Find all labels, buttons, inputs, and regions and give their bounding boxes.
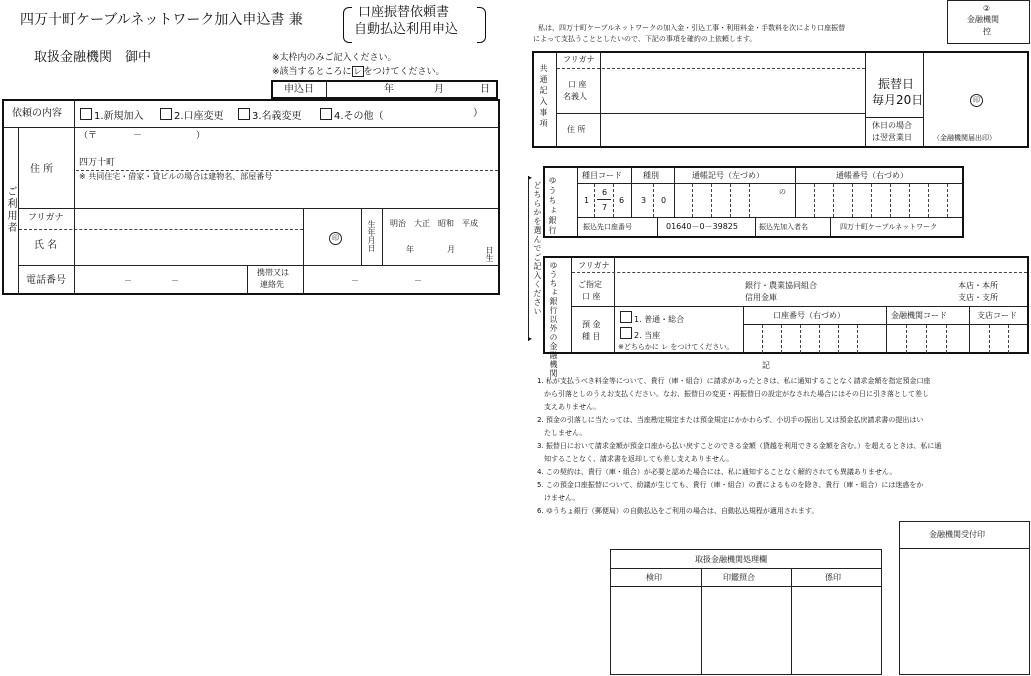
common-side-label: 共通記入事項 bbox=[539, 64, 548, 130]
terms-item-1a: 1. 私が支払うべき料金等について、貴行（庫・組合）に請求があったときは、私に通知することなく請求金額を指定預金口座 bbox=[537, 377, 931, 385]
processing-col-inspect: 検印 bbox=[646, 573, 662, 582]
bank-seal-note: （金融機関届出印） bbox=[933, 134, 996, 142]
name-label: 氏 名 bbox=[34, 240, 58, 251]
arrow-top-icon: ▸ bbox=[528, 173, 533, 182]
payee-name-label: 振込先加入者名 bbox=[759, 223, 808, 231]
phone-label: 電話番号 bbox=[26, 275, 66, 286]
intro-line-2: によって支払うこととしたいので、下記の事項を確約の上依頼します。 bbox=[533, 35, 757, 43]
receipt-title: 金融機関受付印 bbox=[929, 530, 985, 539]
no-mark: の bbox=[779, 188, 786, 196]
deposit-option-current[interactable]: 2. 当座 bbox=[620, 327, 660, 340]
bank-code-label: 金融機関コード bbox=[891, 311, 947, 320]
furigana-label: フリガナ bbox=[28, 213, 64, 223]
bank-types-1: 銀行・農業協同組合 bbox=[745, 281, 817, 290]
bank-seal-icon: 印 bbox=[970, 94, 983, 107]
apply-date-day[interactable]: 日 bbox=[480, 84, 490, 95]
terms-heading: 記 bbox=[762, 361, 770, 370]
birth-month[interactable]: 月 bbox=[447, 245, 455, 254]
address-note: ※ 共同住宅・借家・貸ビルの場合は建物名、部屋番号 bbox=[79, 172, 273, 181]
copy-number: ② bbox=[983, 4, 991, 13]
birth-day[interactable]: 日生 bbox=[485, 246, 494, 262]
birth-eras[interactable]: 明治 大正 昭和 平成 bbox=[390, 219, 478, 228]
checkbox[interactable] bbox=[620, 327, 632, 339]
code-digit-3: 7 bbox=[602, 203, 608, 212]
designated-label-1: ご指定 bbox=[578, 280, 602, 289]
note-check: ※該当するところに レ をつけてください。 bbox=[272, 67, 445, 77]
transfer-day-value: 毎月20日 bbox=[872, 93, 924, 107]
other-furigana-label: フリガナ bbox=[578, 261, 610, 270]
transfer-day-label: 振替日 bbox=[878, 77, 915, 91]
terms-item-2a: 2. 預金の引落しに当たっては、当座勘定規定または預金規定にかかわらず、小切手の振出し又は預金払戻請求書の提出はい bbox=[537, 416, 924, 424]
terms-item-3b: 知することなく、請求書を返却しても差し支えありません。 bbox=[537, 455, 734, 463]
phone-dash-2[interactable]: － bbox=[171, 276, 179, 285]
mobile-label-1: 携帯又は bbox=[257, 268, 289, 277]
address-town[interactable]: 四万十町 bbox=[79, 158, 116, 168]
intro-line-1: 私は、四万十町ケーブルネットワークの加入金・引込工事・利用料金・手数料を次により口座振替 bbox=[538, 24, 846, 32]
account-holder-label-2: 名義人 bbox=[563, 92, 587, 101]
code-digit-4: 6 bbox=[619, 196, 625, 205]
mobile-label-2: 連絡先 bbox=[260, 280, 284, 289]
deposit-label-2: 種 目 bbox=[582, 332, 601, 341]
receipt-stamp-box bbox=[899, 521, 1030, 675]
terms-item-6: 6. ゆうちょ銀行（郵便局）の自動払込をご利用の場合は、自動払込規程が適用されます。 bbox=[537, 507, 819, 515]
book-number-label: 通帳番号（右づめ） bbox=[836, 171, 908, 180]
birth-year[interactable]: 年 bbox=[406, 245, 414, 254]
request-option-account-change[interactable]: 2.口座変更 bbox=[160, 108, 224, 123]
seal-icon: 印 bbox=[329, 232, 342, 245]
terms-item-1c: 支えありません。 bbox=[537, 403, 601, 411]
other-bank-frame bbox=[543, 256, 1029, 354]
checkbox[interactable] bbox=[620, 311, 632, 323]
terms-item-1b: から引落としのうえお支払ください。なお、振替日の変更・再振替日の設定がなされた場合にはその日に引き落として差し bbox=[537, 390, 929, 398]
copy-sub: 控 bbox=[983, 27, 991, 36]
form-title: 四万十町ケーブルネットワーク加入申込書 兼 bbox=[20, 12, 303, 28]
other-bank-side-label: ゆうちょ銀行以外の金融機関 bbox=[549, 261, 558, 378]
code-digit-2: 6 bbox=[602, 188, 608, 197]
user-side-label: ご利用者 bbox=[5, 186, 16, 234]
phone-dash-1[interactable]: － bbox=[124, 276, 132, 285]
arrow-bottom-icon: ▸ bbox=[528, 334, 533, 343]
account-no-label: 口座番号（右づめ） bbox=[773, 311, 845, 320]
branch-types-1: 本店・本所 bbox=[958, 281, 998, 290]
checkbox[interactable] bbox=[160, 108, 172, 120]
common-address-label: 住 所 bbox=[567, 125, 586, 134]
checkbox[interactable] bbox=[238, 108, 250, 120]
terms-item-4: 4. この契約は、貴行（庫・組合）が必要と認めた場合には、私に通知することなく解約されても異議ありません。 bbox=[537, 468, 897, 476]
address-label: 住 所 bbox=[30, 164, 54, 175]
terms-item-2b: たしません。 bbox=[537, 429, 587, 437]
apply-date-year[interactable]: 年 bbox=[384, 84, 394, 95]
mobile-dash-2[interactable]: － bbox=[414, 276, 422, 285]
bank-types-2: 信用金庫 bbox=[745, 293, 777, 302]
request-option-other[interactable]: 4.その他（ bbox=[320, 108, 384, 123]
deposit-label-1: 預 金 bbox=[582, 320, 601, 329]
processing-title: 取扱金融機関処理欄 bbox=[695, 555, 767, 564]
request-option-name-change[interactable]: 3.名義変更 bbox=[238, 108, 302, 123]
common-furigana-label: フリガナ bbox=[563, 55, 595, 64]
payee-account: 01640－0－39825 bbox=[666, 222, 738, 231]
payee-account-label: 振込先口座番号 bbox=[583, 223, 632, 231]
code-digit-6: 0 bbox=[661, 196, 667, 205]
branch-types-2: 支店・支所 bbox=[958, 293, 998, 302]
addressee: 取扱金融機関 御中 bbox=[34, 50, 152, 65]
yucho-side-label: ゆうちょ銀行 bbox=[548, 176, 557, 236]
payee-name: 四万十町ケーブルネットワーク bbox=[840, 223, 938, 231]
processing-col-seal-check: 印鑑照合 bbox=[723, 573, 755, 582]
side-instruction: どちらかを選んでご記入ください bbox=[533, 181, 542, 316]
branch-code-label: 支店コード bbox=[977, 311, 1017, 320]
deposit-option-ordinary[interactable]: 1. 普通・総合 bbox=[620, 311, 684, 324]
terms-item-5b: けません。 bbox=[537, 494, 580, 502]
birth-label: 生年月日 bbox=[367, 220, 376, 252]
deposit-check-note: ※どちらかに レ をつけてください。 bbox=[618, 343, 734, 351]
designated-label-2: 口 座 bbox=[582, 292, 601, 301]
kind-label: 種別 bbox=[643, 171, 659, 180]
code-digit-1: 1 bbox=[584, 196, 590, 205]
checkbox[interactable] bbox=[320, 108, 332, 120]
request-label: 依頼の内容 bbox=[12, 108, 62, 119]
terms-item-5a: 5. この預金口座振替について、紛議が生じても、貴行（庫・組合）の責によるものを除き、貴行（庫・組合）には迷惑をか bbox=[537, 481, 924, 489]
processing-col-staff: 係印 bbox=[825, 573, 841, 582]
note-bold-frame: ※太枠内のみご記入ください。 bbox=[272, 53, 397, 63]
apply-date-label: 申込日 bbox=[284, 84, 314, 95]
bracket-right bbox=[477, 7, 486, 43]
account-holder-label-1: 口 座 bbox=[568, 80, 587, 89]
book-symbol-label: 通帳記号（左づめ） bbox=[692, 171, 764, 180]
request-close: ） bbox=[473, 108, 483, 119]
request-option-new[interactable]: 1.新規加入 bbox=[80, 108, 144, 123]
holiday-note-1: 休日の場合 bbox=[872, 121, 912, 130]
bracket-line-1: 口座振替依頼書 bbox=[358, 5, 450, 20]
checkbox[interactable] bbox=[80, 108, 92, 120]
code-digit-5: 3 bbox=[641, 196, 647, 205]
copy-label: 金融機関 bbox=[967, 15, 999, 24]
apply-date-month[interactable]: 月 bbox=[434, 84, 444, 95]
terms-item-3a: 3. 振替日において請求金額が預金口座から払い戻すことのできる金額（貸越を利用できる金額を含む。）を超えるときは、私に通 bbox=[537, 442, 942, 450]
type-code-label: 種目コード bbox=[582, 171, 622, 180]
bracket-line-2: 自動払込利用申込 bbox=[354, 22, 459, 37]
bracket-left bbox=[343, 7, 352, 43]
mobile-dash-1[interactable]: － bbox=[351, 276, 359, 285]
postal-code[interactable]: （〒 － ） bbox=[79, 131, 206, 141]
holiday-note-2: は翌営業日 bbox=[872, 133, 912, 142]
